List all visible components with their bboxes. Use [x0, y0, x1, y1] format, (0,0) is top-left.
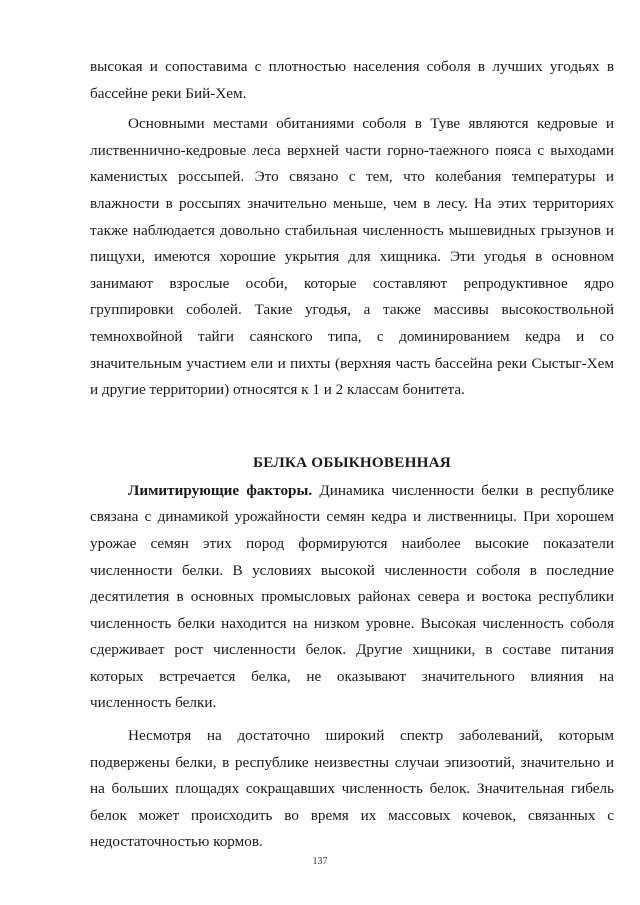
paragraph-diseases: Несмотря на достаточно широкий спектр заболеваний, которым подвержены белки, в республике неизвестны случаи эпизоотий, значительно и на больших площадях сокращавших численность белок. Значительная гибель белок может происходить во время их массовых кочевок, связанных с недостаточностью кормов. — [90, 727, 614, 851]
section-heading: БЕЛКА ОБЫКНОВЕННАЯ — [253, 453, 451, 471]
document-page — [90, 54, 614, 856]
page-number: 137 — [312, 856, 328, 867]
paragraph-limiting-factors — [90, 478, 614, 717]
paragraph-sable-habitats: Основными местами обитаниями соболя в Туве являются кедровые и лиственнично-кедровые леса верхней части горно-таежного пояса с выходами каменистых россыпей. Это связано с тем, что колебания температуры и влажности в россыпях значительно меньше, чем в лесу. На этих территориях также наблюдается довольно стабильная численность мышевидных грызунов и пищухи, имеются хорошие укрытия для хищника. Эти угодья в основном занимают взрослые особи, которые составляют репродуктивное ядро группировки соболей. Такие угодья, а также массивы высокоствольной темнохвойной тайги саянского типа, с доминированием кедра и со значительным участием ели и пихты (верхняя часть бассейна реки Сыстыг-Хем и другие территории) относятся к 1 и 2 классам бонитета. — [90, 115, 614, 399]
paragraph-continuation: высокая и сопоставима с плотностью населения соболя в лучших угодьях в бассейне реки Бий-Хем. — [90, 58, 614, 102]
paragraph-limiting-factors-text: Динамика численности белки в республике связана с динамикой урожайности семян кедра и лиственницы. При хорошем урожае семян этих пород формируются наиболее высокие показатели численности белки. В условиях высокой численности соболя в последние десятилетия в основных промысловых районах севера и востока республики численность белки находится на низком уровне. Высокая численность соболя сдерживает рост численности белок. Другие хищники, в составе питания которых встречается белка, не оказывают значительного влияния на численность белки. — [90, 481, 614, 712]
paragraph-lead-bold: Лимитирующие факторы. — [128, 481, 313, 499]
